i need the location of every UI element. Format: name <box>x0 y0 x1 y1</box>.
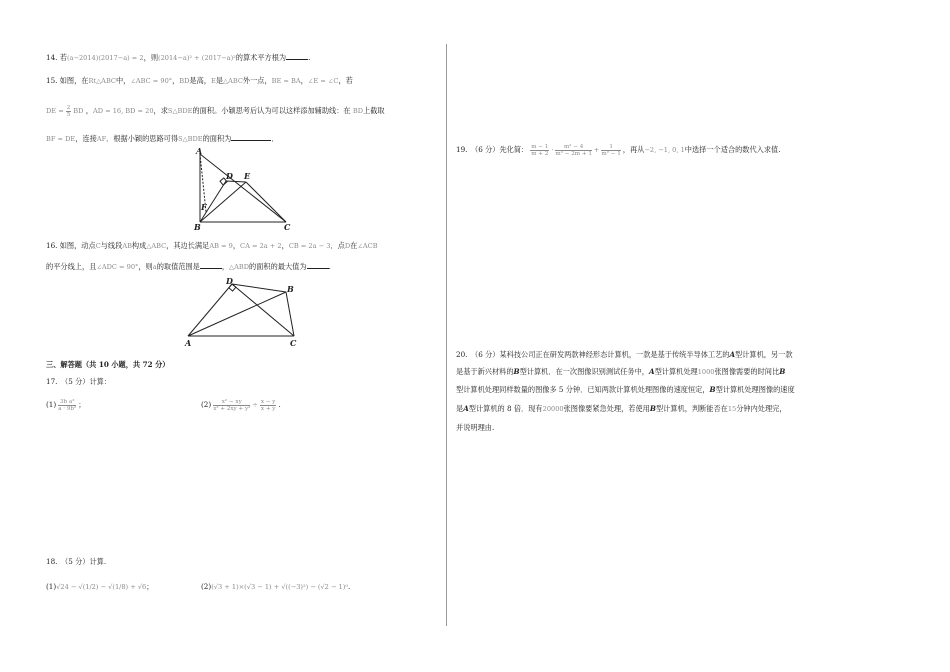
math: D <box>344 242 351 250</box>
math: CA = 2a + 2 <box>240 242 282 250</box>
question-16-line-1 <box>46 241 378 251</box>
fraction-denominator: x² + 2xy + y² <box>213 405 251 412</box>
label-f: F <box>201 202 207 212</box>
segment-de <box>226 181 246 182</box>
math: a <box>152 263 157 271</box>
question-17-head: 17. （5 分）计算： <box>46 377 112 386</box>
math-expression: (2014−a)² + (2017−a)² <box>158 54 236 62</box>
math: ∠ADC = 90° <box>96 263 139 271</box>
text: ，再从 <box>622 145 645 154</box>
math: A <box>463 404 469 413</box>
question-number: 16. <box>46 241 58 250</box>
text: ， <box>281 241 289 250</box>
text: 是高， <box>189 76 211 85</box>
text: 型计算机．在一次图像识别测试任务中， <box>519 367 649 376</box>
text: . <box>308 53 311 62</box>
text: 的平分线上，且 <box>46 262 97 271</box>
math: △ABC <box>223 77 243 85</box>
fraction-denominator: a · 9b² <box>58 405 77 412</box>
fraction <box>530 144 549 157</box>
text: ，若 <box>338 76 353 85</box>
geometry-figure-q16 <box>182 276 302 348</box>
text: ．点 <box>330 241 345 250</box>
math: 20000 <box>542 405 564 413</box>
math: BD <box>352 107 364 115</box>
operator: · <box>551 146 554 154</box>
text: 型计算机，另一款 <box>735 350 793 359</box>
text: 19. （6 分）先化简： <box>456 145 529 154</box>
fraction-denominator: 5 <box>66 111 71 118</box>
math: ∠ABC = 90° <box>130 77 173 85</box>
answer-blank[interactable] <box>200 262 222 269</box>
text: 的面积。小颖思考后认为可以这样添加辅助线：在 <box>192 106 351 115</box>
text: ，其边长满足 <box>166 241 210 250</box>
math: △ABD <box>229 263 249 271</box>
text: ． <box>271 134 279 143</box>
text: 的取值范围是 <box>156 262 200 271</box>
segment-be <box>200 182 246 222</box>
question-15-line-3 <box>46 134 279 144</box>
question-18-head: 18. （5 分）计算. <box>46 557 107 566</box>
segment-ab <box>188 292 286 336</box>
text: 20. （6 分）某科技公司正在研发两款神经形态计算机，一款是基于传统半导体工艺的 <box>456 350 730 359</box>
text: 的算术平方根为 <box>235 53 287 62</box>
text: 外一点， <box>242 76 272 85</box>
segment-ad <box>188 284 232 336</box>
text: ， <box>221 262 230 271</box>
label-e: E <box>244 171 251 181</box>
math: AD = 16, BD = 20 <box>92 107 154 115</box>
math: AB = 9 <box>209 242 233 250</box>
math: ∠ACB <box>357 242 378 250</box>
math: CB = 2a − 3 <box>288 242 331 250</box>
question-18-part-1 <box>46 582 153 592</box>
geometry-figure-q15 <box>188 146 298 232</box>
fraction <box>601 144 620 157</box>
segment-bc <box>286 292 294 336</box>
math: B <box>513 367 520 376</box>
question-20-line-4 <box>456 404 787 414</box>
label-c: C <box>290 338 297 348</box>
text: 是 <box>456 404 464 413</box>
text: 型计算机处理同样数量的图像多 5 分钟．已知两款计算机处理图像的速度恒定， <box>456 385 710 394</box>
fraction-numerator: 2 <box>66 104 71 111</box>
part-label: (1) <box>46 400 57 409</box>
question-18-part-2 <box>201 582 350 592</box>
text: 中选择一个适合的数代入求值. <box>684 145 781 154</box>
math: 15 <box>727 405 737 413</box>
fraction-numerator: m − 1 <box>531 143 549 150</box>
fraction-numerator: 3b a² <box>59 398 75 405</box>
math: S△BDE <box>178 135 203 143</box>
math: BD <box>73 107 84 115</box>
text: ， <box>85 106 93 115</box>
text: 的面积为 <box>202 134 232 143</box>
question-20-line-2 <box>456 367 785 377</box>
math: −2, −1, 0, 1 <box>644 146 685 154</box>
label-d: D <box>226 171 233 181</box>
math: E <box>211 77 216 85</box>
question-number: 14. <box>46 53 58 62</box>
text: ； <box>78 400 86 409</box>
math: B <box>779 367 786 376</box>
answer-blank[interactable] <box>307 262 329 269</box>
text: 构成 <box>131 241 147 250</box>
text: . <box>278 400 281 409</box>
math: A <box>729 350 736 359</box>
question-20-line-5: 并说明理由. <box>456 423 495 432</box>
text: ，连接 <box>75 134 97 143</box>
question-20-line-3 <box>456 385 795 395</box>
math: 1000 <box>697 368 715 376</box>
fraction <box>213 399 250 412</box>
text: 型计算机处理图像的速度 <box>715 385 795 394</box>
math-expression: √24 − √(1/2) − √(1/8) + √6 <box>56 583 147 591</box>
text: 型计算机处理 <box>654 367 698 376</box>
text: . <box>328 262 331 271</box>
text: ，求 <box>153 106 168 115</box>
math: BD <box>179 77 190 85</box>
fraction-denominator: x + y <box>260 405 276 412</box>
label-a: A <box>196 146 203 156</box>
text: . <box>348 582 351 591</box>
question-17-part-1 <box>46 398 85 412</box>
question-19 <box>456 143 781 157</box>
text: 张图像要紧急处理，若使用 <box>563 404 650 413</box>
text: 与线段 <box>100 241 123 250</box>
text: 中， <box>115 76 131 85</box>
math: DE = <box>46 107 64 115</box>
text: 张图像需要的时间比 <box>714 367 780 376</box>
question-15-line-1 <box>46 76 353 86</box>
text: 的面积的最大值为 <box>249 262 307 271</box>
text: ．根据小颖的思路可得 <box>106 134 179 143</box>
segment-ec <box>246 182 286 222</box>
math: AB <box>122 242 132 250</box>
math: S△BDE <box>167 107 193 115</box>
question-20-line-1 <box>456 350 793 360</box>
fraction <box>555 144 591 157</box>
text: ， <box>172 76 180 85</box>
text: 是 <box>215 76 224 85</box>
question-15-line-2 <box>46 104 385 118</box>
operator: ÷ <box>252 401 258 409</box>
math: Rt△ABC <box>88 77 116 85</box>
math: △ABC <box>146 242 167 250</box>
text: 型计算机的 8 倍．现有 <box>468 404 543 413</box>
column-divider <box>446 44 447 626</box>
text: 分钟内处理完， <box>736 404 787 413</box>
label-d: D <box>226 276 233 286</box>
math-expression: (a−2014)(2017−a) = 2 <box>66 54 144 62</box>
text: ， <box>300 76 308 85</box>
label-b: B <box>194 222 201 232</box>
text: 如图，动点 <box>59 241 96 250</box>
answer-blank[interactable] <box>231 134 271 141</box>
fraction <box>66 105 72 118</box>
math: BE = BA <box>271 77 301 85</box>
operator: + <box>593 146 600 154</box>
math: C <box>95 242 101 250</box>
fraction-numerator: x − y <box>260 398 276 405</box>
answer-blank[interactable] <box>286 53 311 62</box>
text: ，则 <box>138 262 153 271</box>
fraction <box>260 399 277 412</box>
fraction-denominator: m + 2 <box>531 150 549 157</box>
math: A <box>648 367 655 376</box>
question-14 <box>46 53 310 63</box>
fraction-denominator: m² − 1 <box>601 150 621 157</box>
part-label: (2) <box>201 582 212 591</box>
math: BF = DE <box>46 135 76 143</box>
text: ，则 <box>143 53 159 62</box>
text: ， <box>232 241 241 250</box>
fraction-numerator: x² − xy <box>213 399 250 406</box>
fraction-denominator: m² − 2m + 1 <box>555 150 592 157</box>
label-a: A <box>185 338 192 348</box>
math: ∠E = ∠C <box>307 77 339 85</box>
text: 上截取 <box>363 106 385 115</box>
text: 如图，在 <box>59 76 89 85</box>
math-expression: (√3 + 1)×(√3 − 1) + √((−3)²) − (√2 − 1)⁰ <box>211 583 349 591</box>
part-label: (2) <box>201 400 212 409</box>
text: 是基于新兴材料的 <box>456 367 514 376</box>
math: AF <box>96 135 107 143</box>
math: B <box>649 404 656 413</box>
question-17-part-2 <box>201 398 281 412</box>
text: ； <box>146 582 154 591</box>
label-c: C <box>284 222 291 232</box>
fraction <box>58 399 76 412</box>
text: 型计算机，判断能否在 <box>655 404 728 413</box>
fraction-numerator: m² − 4 <box>555 144 591 151</box>
math: B <box>709 385 716 394</box>
text: 在 <box>350 241 358 250</box>
question-16-line-2 <box>46 262 331 272</box>
fraction-numerator: 1 <box>601 144 620 151</box>
part-label: (1) <box>46 582 57 591</box>
section-title: 三、解答题（共 10 小题，共 72 分） <box>46 360 170 369</box>
segment-ac <box>200 154 286 222</box>
label-b: B <box>287 284 294 294</box>
question-number: 15. <box>46 76 58 85</box>
text: 若 <box>59 53 67 62</box>
